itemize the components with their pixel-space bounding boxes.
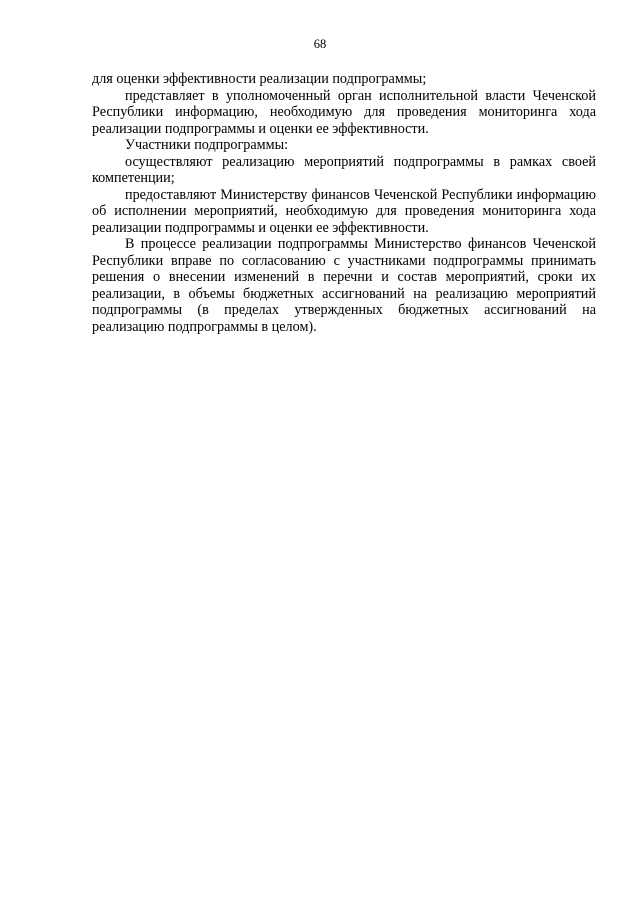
paragraph-continuation: для оценки эффективности реализации подпрограммы; bbox=[92, 71, 427, 87]
paragraph-participants-provide-info: предоставляют Министерству финансов Чеченской Республики информацию об исполнении мероприятий, необходимую для проведения мониторинга хода реализации подпрограммы и оценки ее эффективности. bbox=[92, 186, 596, 236]
page-number: 68 bbox=[313, 37, 327, 51]
paragraph-ministry-changes: В процессе реализации подпрограммы Министерство финансов Чеченской Республики вправе по согласованию с участниками подпрограммы принимать решения о внесении изменений в перечни и состав мероприятий, сроки их реализации, в объемы бюджетных ассигнований на реализацию мероприятий подпрограммы (в пределах утвержденных бюджетных ассигнований на реализацию подпрограммы в целом). bbox=[92, 236, 596, 335]
paragraph-participants-heading: Участники подпрограммы: bbox=[125, 137, 289, 153]
body-text bbox=[92, 71, 596, 335]
paragraph-participants-implement: осуществляют реализацию мероприятий подпрограммы в рамках своей компетенции; bbox=[92, 153, 596, 186]
paragraph-report-to-authority: представляет в уполномоченный орган исполнительной власти Чеченской Республики информацию, необходимую для проведения мониторинга хода реализации подпрограммы и оценки ее эффективности. bbox=[92, 87, 596, 137]
